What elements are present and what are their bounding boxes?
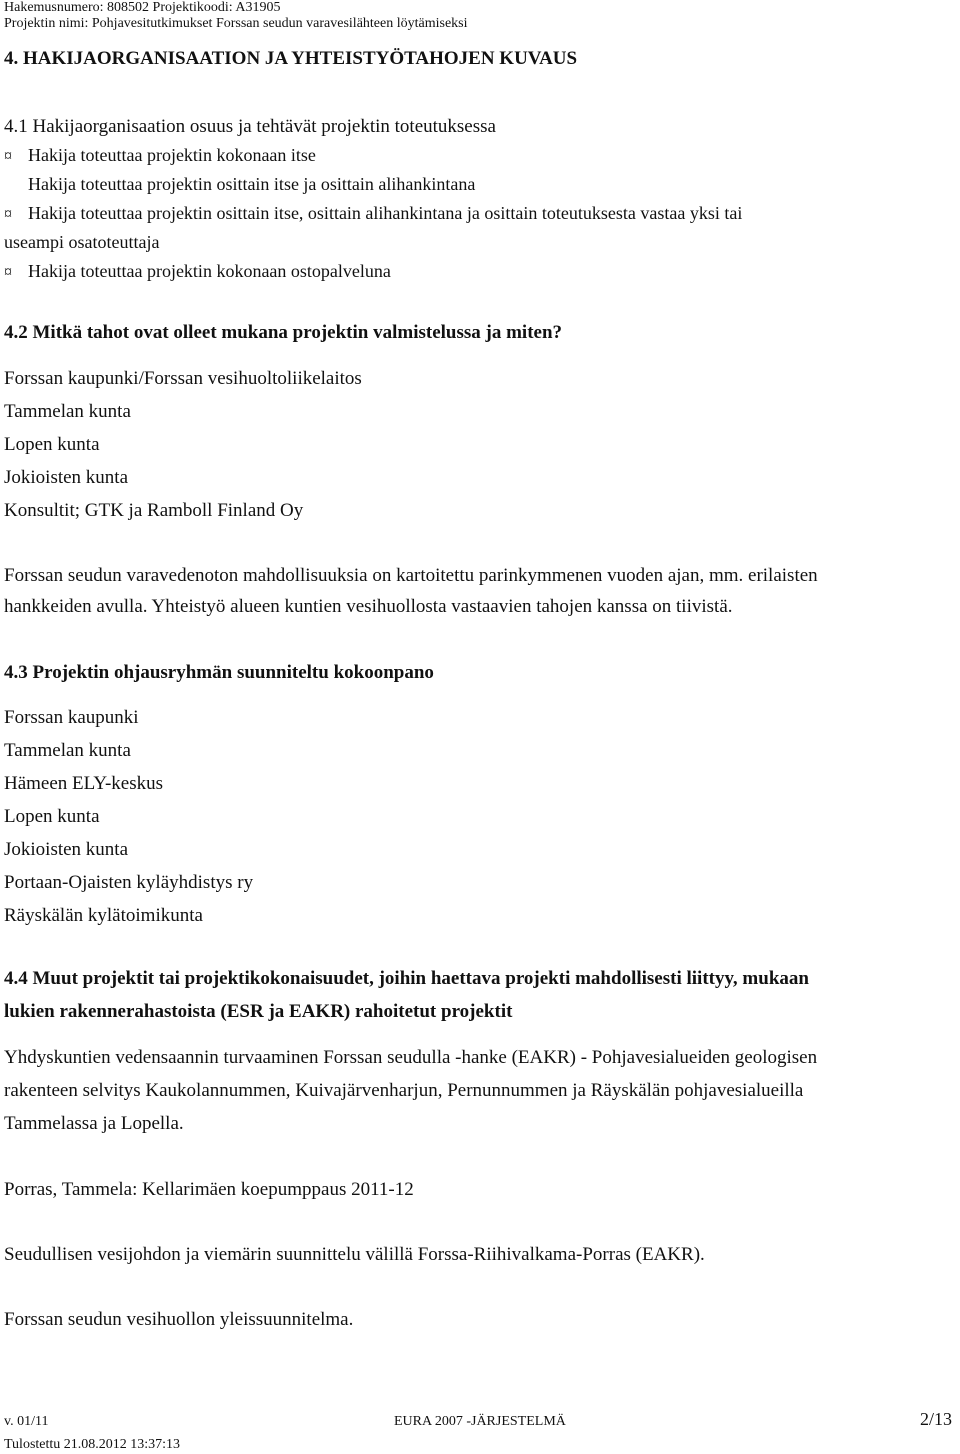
paragraph: Seudullisen vesijohdon ja viemärin suunnittelu välillä Forssa-Riihivalkama-Porras (EAKR). xyxy=(4,1244,705,1265)
list-item: Lopen kunta xyxy=(4,806,100,827)
paragraph-line: Tammelassa ja Lopella. xyxy=(4,1113,184,1134)
list-item: Lopen kunta xyxy=(4,434,100,455)
option-continuation: useampi osatoteuttaja xyxy=(4,232,160,252)
paragraph-line: rakenteen selvitys Kaukolannummen, Kuivajärvenharjun, Pernunnummen ja Räyskälän pohjavesialueilla xyxy=(4,1080,804,1101)
paragraph: Porras, Tammela: Kellarimäen koepumppaus 2011-12 xyxy=(4,1179,414,1200)
paragraph: Forssan seudun vesihuollon yleissuunnitelma. xyxy=(4,1309,354,1330)
paragraph-line: Forssan seudun varavedenoton mahdollisuuksia on kartoitettu parinkymmenen vuoden ajan, mm. erilaisten xyxy=(4,565,818,586)
list-item: Portaan-Ojaisten kyläyhdistys ry xyxy=(4,872,254,893)
checked-marker-icon: ¤ xyxy=(4,206,12,223)
option-row xyxy=(4,170,475,199)
footer-printed-timestamp: Tulostettu 21.08.2012 13:37:13 xyxy=(4,1437,181,1452)
footer-page-number: 2/13 xyxy=(920,1409,953,1429)
header-application-info: Hakemusnumero: 808502 Projektikoodi: A31905 xyxy=(4,0,281,15)
option-row xyxy=(4,141,316,171)
checked-marker-icon: ¤ xyxy=(4,148,12,165)
option-row xyxy=(4,257,391,287)
paragraph-line: hankkeiden avulla. Yhteistyö alueen kuntien vesihuollosta vastaavien tahojen kanssa on tiivistä. xyxy=(4,596,733,617)
section-title: 4. HAKIJAORGANISAATION JA YHTEISTYÖTAHOJEN KUVAUS xyxy=(4,48,578,69)
list-item: Konsultit; GTK ja Ramboll Finland Oy xyxy=(4,500,304,521)
header-project-name: Projektin nimi: Pohjavesitutkimukset Forssan seudun varavesilähteen löytämiseksi xyxy=(4,16,468,31)
list-item: Forssan kaupunki/Forssan vesihuoltoliikelaitos xyxy=(4,368,362,389)
section-4-1-heading: 4.1 Hakijaorganisaation osuus ja tehtävät projektin toteutuksessa xyxy=(4,116,496,137)
option-label: Hakija toteuttaa projektin osittain itse ja osittain alihankintana xyxy=(28,174,476,194)
footer-system: EURA 2007 -JÄRJESTELMÄ xyxy=(394,1414,566,1429)
option-row xyxy=(4,199,742,229)
list-item: Tammelan kunta xyxy=(4,740,131,761)
paragraph-line: Yhdyskuntien vedensaannin turvaaminen Forssan seudulla -hanke (EAKR) - Pohjavesialueiden geologisen xyxy=(4,1047,818,1068)
section-4-4-heading: 4.4 Muut projektit tai projektikokonaisuudet, joihin haettava projekti mahdollisesti liittyy, mukaan xyxy=(4,968,809,989)
list-item: Forssan kaupunki xyxy=(4,707,139,728)
list-item: Tammelan kunta xyxy=(4,401,131,422)
list-item: Jokioisten kunta xyxy=(4,839,129,860)
footer-version: v. 01/11 xyxy=(4,1414,49,1429)
option-label: Hakija toteuttaa projektin osittain itse, osittain alihankintana ja osittain toteutuksesta vastaa yksi tai xyxy=(28,203,743,223)
list-item: Räyskälän kylätoimikunta xyxy=(4,905,203,926)
checked-marker-icon: ¤ xyxy=(4,264,12,281)
section-4-2-heading: 4.2 Mitkä tahot ovat olleet mukana projektin valmistelussa ja miten? xyxy=(4,322,563,343)
option-label: Hakija toteuttaa projektin kokonaan ostopalveluna xyxy=(28,261,391,281)
list-item: Jokioisten kunta xyxy=(4,467,129,488)
option-label: Hakija toteuttaa projektin kokonaan itse xyxy=(28,145,316,165)
section-4-3-heading: 4.3 Projektin ohjausryhmän suunniteltu kokoonpano xyxy=(4,662,434,683)
list-item: Hämeen ELY-keskus xyxy=(4,773,164,794)
section-4-4-heading-cont: lukien rakennerahastoista (ESR ja EAKR) rahoitetut projektit xyxy=(4,1001,513,1022)
